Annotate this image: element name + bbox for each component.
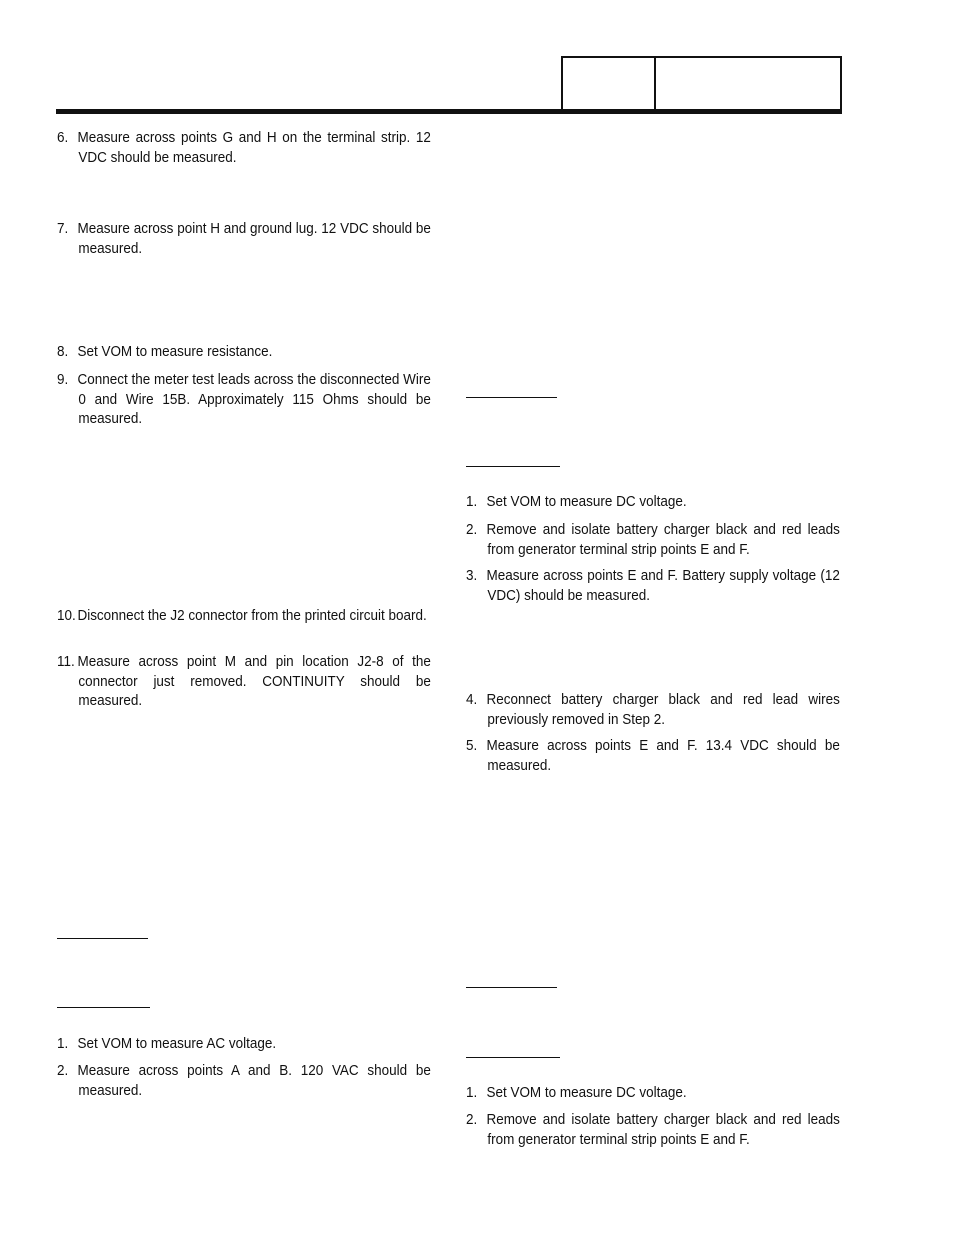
step-number: 11.: [57, 654, 75, 670]
step-text: Measure across points E and F. 13.4 VDC should be measured.: [486, 738, 840, 774]
step-9: [57, 371, 431, 430]
step-number: 2.: [466, 522, 478, 538]
step-number: 8.: [57, 344, 69, 360]
step-10: [57, 607, 431, 627]
step-4: [466, 691, 840, 730]
step-2: [466, 521, 840, 560]
step-text: Measure across point H and ground lug. 12 VDC should be measured.: [77, 221, 431, 257]
step-2: [466, 1111, 840, 1150]
step-3: [466, 567, 840, 606]
step-number: 7.: [57, 221, 69, 237]
step-number: 10.: [57, 608, 76, 624]
step-text: Measure across point M and pin location J2-8 of the connector just removed. CONTINUITY should be measured.: [77, 654, 431, 709]
section-heading-rule: [57, 938, 148, 939]
step-number: 4.: [466, 692, 478, 708]
step-2: [57, 1062, 431, 1101]
step-number: 2.: [466, 1112, 478, 1128]
section-heading-rule: [466, 466, 560, 467]
step-text: Connect the meter test leads across the disconnected Wire 0 and Wire 15B. Approximately 115 Ohms should be measured.: [77, 372, 431, 427]
step-text: Remove and isolate battery charger black and red leads from generator terminal strip points E and F.: [486, 522, 840, 558]
step-1: [466, 1084, 840, 1104]
step-text: Reconnect battery charger black and red lead wires previously removed in Step 2.: [486, 692, 840, 728]
header-box-section: [561, 56, 656, 110]
step-number: 1.: [57, 1036, 69, 1052]
step-text: Measure across points E and F. Battery supply voltage (12 VDC) should be measured.: [486, 568, 840, 604]
step-text: Set VOM to measure DC voltage.: [486, 494, 687, 510]
section-heading-rule: [466, 397, 557, 398]
step-text: Set VOM to measure AC voltage.: [77, 1036, 277, 1052]
step-text: Set VOM to measure resistance.: [77, 344, 273, 360]
step-text: Set VOM to measure DC voltage.: [486, 1085, 687, 1101]
step-5: [466, 737, 840, 776]
step-text: Remove and isolate battery charger black and red leads from generator terminal strip points E and F.: [486, 1112, 840, 1148]
step-number: 5.: [466, 738, 478, 754]
section-heading-rule: [466, 1057, 560, 1058]
step-7: [57, 220, 431, 259]
step-number: 2.: [57, 1063, 69, 1079]
step-text: Disconnect the J2 connector from the printed circuit board.: [77, 608, 427, 624]
step-number: 9.: [57, 372, 69, 388]
step-text: Measure across points G and H on the terminal strip. 12 VDC should be measured.: [77, 130, 431, 166]
header-box-title: [654, 56, 842, 110]
step-1: [57, 1035, 431, 1055]
step-number: 6.: [57, 130, 69, 146]
step-number: 3.: [466, 568, 478, 584]
step-8: [57, 343, 431, 363]
step-text: Measure across points A and B. 120 VAC should be measured.: [77, 1063, 431, 1099]
step-1: [466, 493, 840, 513]
step-6: [57, 129, 431, 168]
step-number: 1.: [466, 494, 478, 510]
section-heading-rule: [57, 1007, 150, 1008]
step-11: [57, 653, 431, 712]
section-heading-rule: [466, 987, 557, 988]
step-number: 1.: [466, 1085, 478, 1101]
header-rule: [56, 109, 842, 114]
